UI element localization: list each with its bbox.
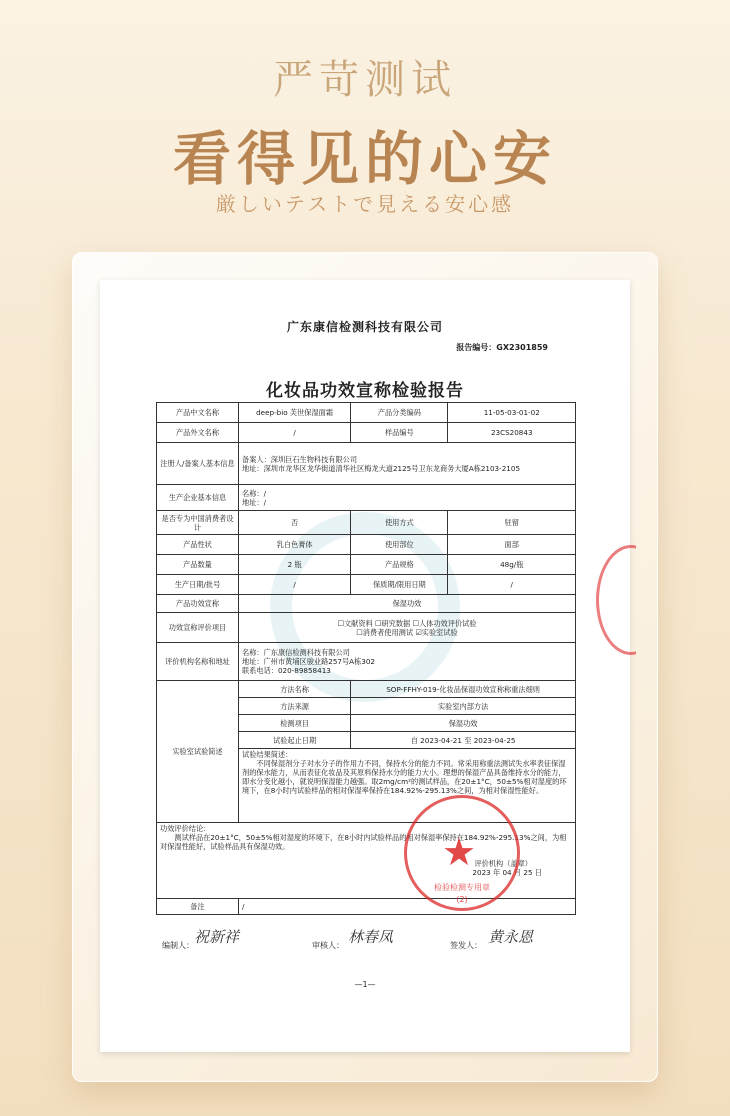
table-cell: /: [448, 575, 576, 595]
reviewer-label: 审核人：: [312, 941, 344, 950]
table-label: 评价机构名称和地址: [157, 643, 239, 681]
table-label: 产品性状: [157, 535, 239, 555]
table-row: [157, 595, 576, 613]
star-icon: ★: [442, 830, 477, 874]
producer-address: 地址：/: [242, 497, 266, 507]
conclusion-text: 测试样品在20±1°C，50±5%相对湿度的环境下，在8小时内试验样品的相对保湿率保持在184.92%-295.13%之间，为相对保湿性能好，试验样品具有保湿功效。: [160, 833, 567, 851]
table-row: [157, 575, 576, 595]
table-row: [157, 643, 576, 681]
table-cell: 保湿功效: [351, 715, 576, 732]
table-label: 生产日期/批号: [157, 575, 239, 595]
author-label: 编制人：: [162, 941, 194, 950]
table-label: 产品功效宣称: [157, 595, 239, 613]
eval-options-line1: ☐文献资料 ☐研究数据 ☐人体功效评价试验: [337, 618, 477, 628]
org-address: 地址：广州市黄埔区骏业路257号A栋302: [242, 657, 375, 666]
conclusion-title: 功效评价结论：: [160, 824, 211, 833]
stamp-text: 检验检测专用章: [434, 883, 490, 892]
table-cell: /: [239, 899, 576, 915]
result-title: 试验结果简述：: [242, 750, 293, 759]
table-cell: 实验室内部方法: [351, 698, 576, 715]
hero-subtitle-top: 严苛测试: [273, 57, 457, 103]
table-label: 产品外文名称: [157, 423, 239, 443]
table-cell: 乳白色膏体: [239, 535, 351, 555]
stamp-number: (2): [456, 895, 468, 904]
hero-title: 看得见的心安: [172, 125, 557, 193]
table-cell: /: [239, 423, 351, 443]
author-signature: 祝新祥: [194, 928, 240, 946]
issuer-label: 签发人：: [450, 941, 482, 950]
report-number: 报告编号：GX2301859: [456, 343, 548, 352]
report-document: [100, 280, 630, 1052]
registrant-address: 地址：深圳市龙华区龙华街道清华社区梅龙大道2125号卫东龙商务大厦A栋2103-2105: [242, 463, 521, 473]
table-cell: [239, 749, 576, 823]
company-name: 广东康信检测科技有限公司: [286, 320, 443, 334]
table-label: 产品中文名称: [157, 403, 239, 423]
eval-options-line2: ☐消费者使用测试 ☑实验室试验: [356, 627, 458, 637]
table-cell: 48g/瓶: [448, 555, 576, 575]
table-label: 是否专为中国消费者设计: [157, 511, 239, 535]
table-label: 方法来源: [239, 698, 351, 715]
table-cell: [239, 613, 576, 643]
table-cell: [239, 443, 576, 485]
org-seal-label: 评价机构（盖章）: [474, 859, 532, 868]
org-phone: 联系电话：020-89858413: [242, 666, 331, 675]
table-label: 生产企业基本信息: [157, 485, 239, 511]
table-cell: [239, 643, 576, 681]
table-label: 样品编号: [351, 423, 448, 443]
table-label: 保质期/限用日期: [351, 575, 448, 595]
table-label: 实验室试验简述: [157, 681, 239, 823]
hero-subtitle-jp: 厳しいテストで見える安心感: [215, 192, 515, 216]
table-label: 产品分类编码: [351, 403, 448, 423]
table-label: 使用部位: [351, 535, 448, 555]
table-cell: 面部: [448, 535, 576, 555]
table-row: [157, 423, 576, 443]
table-cell: [239, 485, 576, 511]
table-row: [157, 613, 576, 643]
result-text: 不同保湿剂分子对水分子的作用力不同，保持水分的能力不同。常采用称重法测试失水率表征保湿剂的保水能力，从而表征化妆品及其原料保持水分的能力大小。理想的保湿产品具备维持水分的能力，即水分变化越小，就说明保湿能力越强。取2mg/cm²的测试样品，在20±1°C，50±5%相对湿度的环境下，在8小时内试验样品的相对保湿率保持在184.92%-295.13%之间，为相对保湿性能好。: [242, 759, 567, 795]
table-label: 注册人/备案人基本信息: [157, 443, 239, 485]
table-row: [157, 535, 576, 555]
table-label: 使用方式: [351, 511, 448, 535]
table-row: [157, 443, 576, 485]
table-cell: 否: [239, 511, 351, 535]
table-row: [157, 681, 576, 698]
table-row: [157, 403, 576, 423]
table-cell: 保湿功效: [239, 595, 576, 613]
registrant-name: 备案人：深圳巨石生物科技有限公司: [242, 454, 358, 464]
table-label: 产品规格: [351, 555, 448, 575]
table-row: [157, 485, 576, 511]
table-cell: SOP-FFHY-019-化妆品保湿功效宣称称重法细则: [351, 681, 576, 698]
table-cell: 23CS20843: [448, 423, 576, 443]
table-cell: 2 瓶: [239, 555, 351, 575]
hero-banner: [0, 0, 730, 230]
table-cell: deep-bio 芙世保湿面霜: [239, 403, 351, 423]
table-cell: 11-05-03-01-02: [448, 403, 576, 423]
producer-name: 名称：/: [242, 488, 266, 498]
table-cell: 自 2023-04-21 至 2023-04-25: [351, 732, 576, 749]
table-row: [157, 511, 576, 535]
page-number: —1—: [354, 980, 376, 989]
seal-date: 2023 年 04 月 25 日: [472, 868, 542, 877]
report-title: 化妆品功效宣称检验报告: [266, 381, 464, 401]
table-label: 方法名称: [239, 681, 351, 698]
issuer-signature: 黄永恩: [488, 928, 534, 946]
table-label: 检测项目: [239, 715, 351, 732]
table-label: 产品数量: [157, 555, 239, 575]
company-seal-stamp: [404, 795, 520, 911]
table-label: 试验起止日期: [239, 732, 351, 749]
table-row: [157, 555, 576, 575]
table-label: 功效宣称评价项目: [157, 613, 239, 643]
table-cell: /: [239, 575, 351, 595]
table-label: 备注: [157, 899, 239, 915]
table-cell: 驻留: [448, 511, 576, 535]
org-name: 名称：广东康信检测科技有限公司: [242, 648, 350, 657]
reviewer-signature: 林春凤: [348, 928, 394, 946]
